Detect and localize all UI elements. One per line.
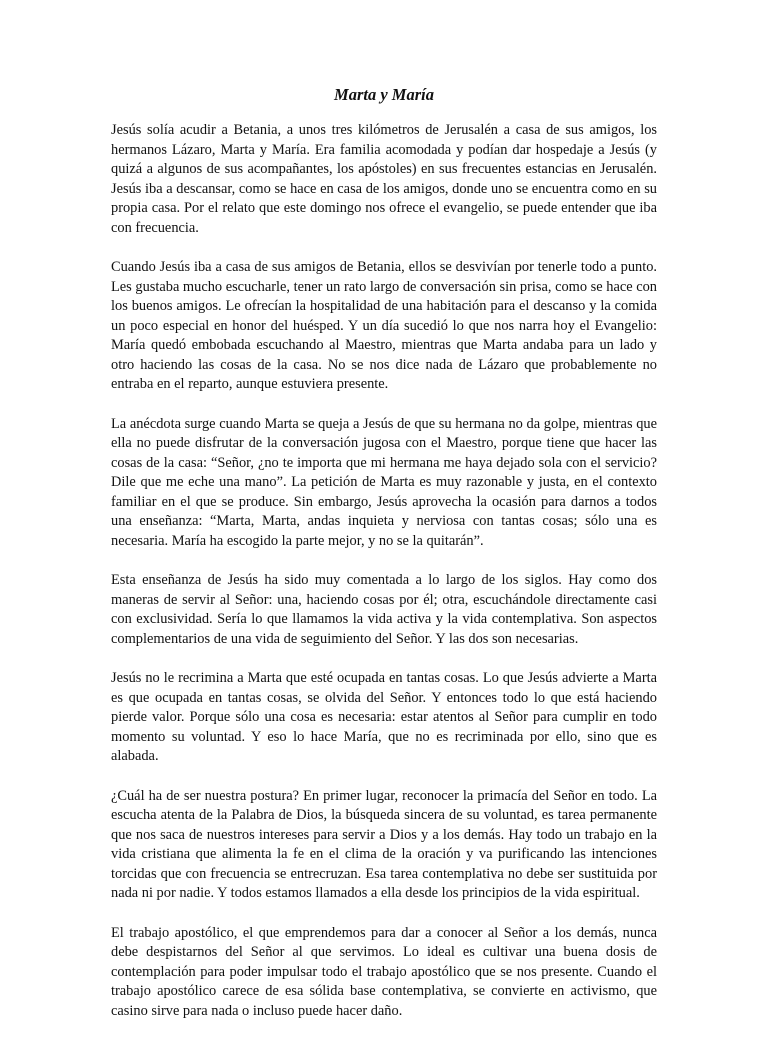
paragraph-6: ¿Cuál ha de ser nuestra postura? En primer lugar, reconocer la primacía del Señor en todo. La escucha atenta de la Palabra de Dios, la búsqueda sincera de su voluntad, es tarea permanente que nos saca de nuestros intereses para servir a Dios y a los demás. Hay todo un trabajo en la vida cristiana que alimenta la fe en el clima de la oración y va purificando las intenciones torcidas que con frecuencia se entrecruzan. Esa tarea contemplativa no debe ser sustituida por nada ni por nadie. Y todos estamos llamados a ella desde los principios de la vida espiritual. [111,787,657,901]
paragraph-1: Jesús solía acudir a Betania, a unos tres kilómetros de Jerusalén a casa de sus amigos, los hermanos Lázaro, Marta y María. Era familia acomodada y podían dar hospedaje a Jesús (y quizá a algunos de sus acompañantes, los apóstoles) en sus frecuentes estancias en Jerusalén. Jesús iba a descansar, como se hace en casa de los amigos, donde uno se encuentra como en su propia casa. Por el relato que este domingo nos ofrece el evangelio, se puede entender que iba con frecuencia. [111,122,657,236]
paragraph-7: El trabajo apostólico, el que emprendemos para dar a conocer al Señor a los demás, nunca debe despistarnos del Señor al que servimos. Lo ideal es cultivar una buena dosis de contemplación para poder impulsar todo el trabajo apostólico que se nos presente. Cuando el trabajo apostólico carece de esa sólida base contemplativa, se convierte en activismo, que casino sirve para nada o incluso puede hacer daño. [111,924,657,1019]
paragraph-3: La anécdota surge cuando Marta se queja a Jesús de que su hermana no da golpe, mientras que ella no puede disfrutar de la conversación jugosa con el Maestro, porque tiene que hacer las cosas de la casa: “Señor, ¿no te importa que mi hermana me haya dejado sola con el servicio? Dile que me eche una mano”. La petición de Marta es muy razonable y justa, en el contexto familiar en el que se produce. Sin embargo, Jesús aprovecha la ocasión para darnos a todos una enseñanza: “Marta, Marta, andas inquieta y nerviosa con tantas cosas; sólo una es necesaria. María ha escogido la parte mejor, y no se la quitarán”. [111,415,657,549]
document-body [111,121,657,1041]
document-title: Marta y María [334,85,434,104]
paragraph-2: Cuando Jesús iba a casa de sus amigos de Betania, ellos se desvivían por tenerle todo a punto. Les gustaba mucho escucharle, tener un rato largo de conversación sin prisa, como se hace con los buenos amigos. Le ofrecían la hospitalidad de una habitación para el descanso y la comida un poco especial en honor del huésped. Y un día sucedió lo que nos narra hoy el Evangelio: María quedó embobada escuchando al Maestro, mientras que Marta andaba para un lado y otro haciendo las cosas de la casa. No se nos dice nada de Lázaro que probablemente no entraba en el reparto, aunque estuviera presente. [111,259,657,392]
paragraph-4: Esta enseñanza de Jesús ha sido muy comentada a lo largo de los siglos. Hay como dos maneras de servir al Señor: una, haciendo cosas por él; otra, escuchándole directamente casi con exclusividad. Sería lo que llamamos la vida activa y la vida contemplativa. Son aspectos complementarios de una vida de seguimiento del Señor. Y las dos son necesarias. [111,572,657,647]
paragraph-5: Jesús no le recrimina a Marta que esté ocupada en tantas cosas. Lo que Jesús advierte a Marta es que ocupada en tantas cosas, se olvida del Señor. Y entonces todo lo que está haciendo pierde valor. Porque sólo una cosa es necesaria: estar atentos al Señor para cumplir en todo momento su voluntad. Y eso lo hace María, que no es recriminada por ello, sino que es alabada. [111,670,657,764]
